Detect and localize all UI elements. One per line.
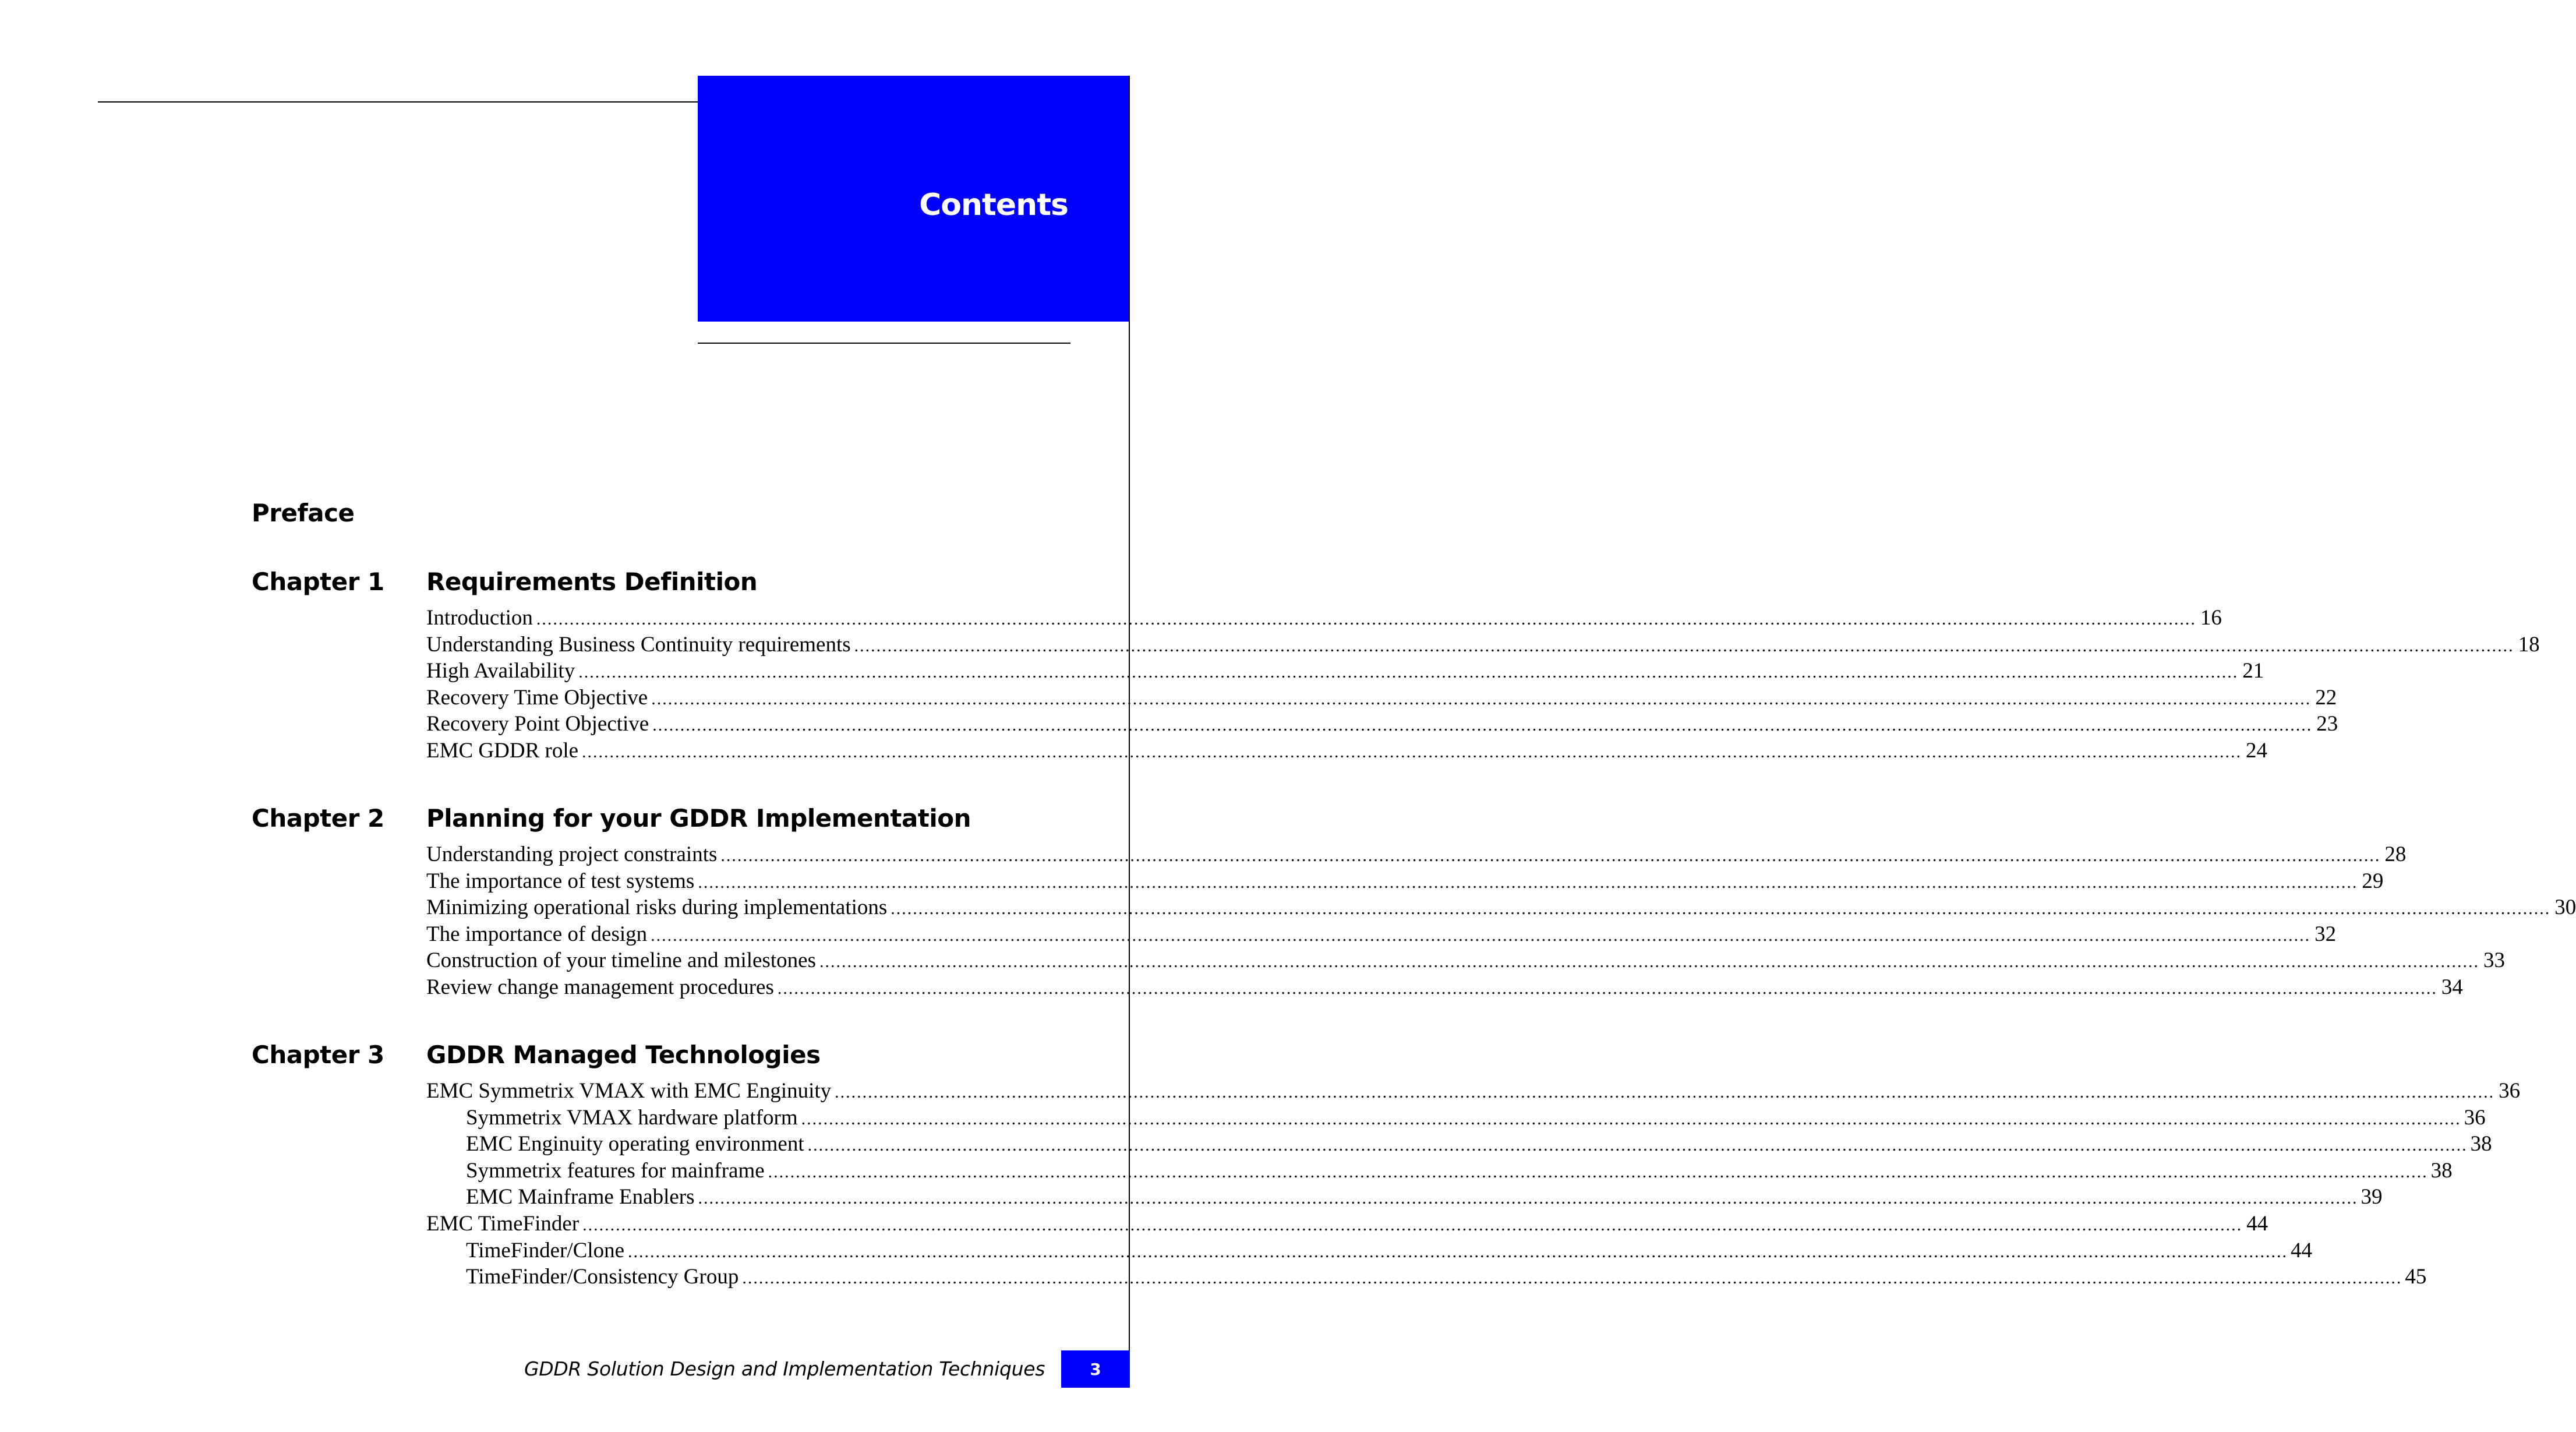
leader-dots: ............................................................................................................................................................................................................................................................................................................ — [536, 609, 2196, 629]
toc-entry-page: 24 — [2246, 738, 2268, 763]
footer-book-title: GDDR Solution Design and Implementation Techniques — [524, 1357, 1045, 1380]
toc-entry-text: EMC TimeFinder — [426, 1211, 579, 1236]
toc-entry-page: 44 — [2291, 1238, 2313, 1262]
toc-subentry[interactable] — [426, 1184, 2383, 1211]
page-number-badge: 3 — [1061, 1350, 1130, 1388]
toc-entry-text: Minimizing operational risks during implementations — [426, 895, 888, 920]
toc-entry-page: 23 — [2316, 712, 2338, 736]
toc-entry-page: 36 — [2499, 1079, 2521, 1103]
toc-entry-page: 22 — [2315, 685, 2337, 710]
toc-entry-text: Understanding Business Continuity requirements — [426, 632, 851, 657]
toc-entry-text: TimeFinder/Clone — [466, 1238, 625, 1262]
toc-entry-page: 32 — [2314, 922, 2337, 946]
toc-entry-text: The importance of design — [426, 922, 648, 946]
toc-entry-page: 16 — [2200, 606, 2222, 630]
leader-dots: ............................................................................................................................................................................................................................................................................................................ — [742, 1268, 2402, 1288]
toc-entry[interactable] — [426, 894, 2576, 921]
header-underline — [698, 343, 1070, 344]
chapter-title[interactable]: GDDR Managed Technologies — [426, 1041, 821, 1069]
toc-entry-text: Introduction — [426, 606, 533, 630]
toc-entry-text: Symmetrix features for mainframe — [466, 1158, 765, 1183]
chapter-title[interactable]: Requirements Definition — [426, 567, 758, 596]
leader-dots: ............................................................................................................................................................................................................................................................................................................ — [698, 1188, 2358, 1208]
toc-entry-page: 28 — [2384, 842, 2407, 866]
toc-entry[interactable] — [426, 658, 2264, 685]
toc-entry[interactable] — [426, 868, 2384, 895]
toc-subentry[interactable] — [426, 1105, 2486, 1131]
leader-dots: ............................................................................................................................................................................................................................................................................................................ — [652, 715, 2313, 735]
toc-entry-text: EMC Enginuity operating environment — [466, 1132, 804, 1156]
toc-subentry[interactable] — [426, 1131, 2492, 1158]
leader-dots: ............................................................................................................................................................................................................................................................................................................ — [582, 742, 2242, 761]
toc-entry-text: Construction of your timeline and milestones — [426, 948, 816, 973]
toc-subentry[interactable] — [426, 1158, 2453, 1184]
toc-entry-text: TimeFinder/Consistency Group — [466, 1265, 739, 1289]
toc-entry[interactable] — [426, 974, 2463, 1001]
leader-dots: ............................................................................................................................................................................................................................................................................................................ — [777, 978, 2437, 998]
leader-dots: ............................................................................................................................................................................................................................................................................................................ — [854, 636, 2514, 655]
toc-entry-text: EMC GDDR role — [426, 738, 579, 763]
toc-entry-text: Review change management procedures — [426, 975, 774, 999]
toc-entry-page: 21 — [2242, 659, 2264, 683]
toc-entries — [426, 841, 2576, 1001]
toc-entry-text: The importance of test systems — [426, 869, 695, 893]
toc-entry-page: 33 — [2483, 948, 2505, 973]
toc-entry-text: Understanding project constraints — [426, 842, 718, 866]
toc-entry-page: 39 — [2361, 1185, 2383, 1209]
leader-dots: ............................................................................................................................................................................................................................................................................................................ — [578, 662, 2239, 682]
toc-entry-text: Symmetrix VMAX hardware platform — [466, 1105, 798, 1130]
toc-entry[interactable] — [426, 711, 2338, 738]
chapter-label: Chapter 1 — [252, 567, 384, 596]
toc-entry-page: 34 — [2441, 975, 2463, 999]
toc-entry-page: 44 — [2246, 1211, 2268, 1236]
leader-dots: ............................................................................................................................................................................................................................................................................................................ — [768, 1162, 2428, 1181]
toc-entry-page: 38 — [2470, 1132, 2492, 1156]
leader-dots: ............................................................................................................................................................................................................................................................................................................ — [819, 952, 2479, 972]
toc-entry[interactable] — [426, 632, 2540, 658]
leader-dots: ............................................................................................................................................................................................................................................................................................................ — [582, 1215, 2243, 1235]
leader-dots: ............................................................................................................................................................................................................................................................................................................ — [891, 899, 2551, 919]
leader-dots: ............................................................................................................................................................................................................................................................................................................ — [628, 1241, 2288, 1261]
toc-entry-text: Recovery Time Objective — [426, 685, 648, 710]
toc-entry[interactable] — [426, 738, 2268, 764]
toc-entry-text: High Availability — [426, 659, 575, 683]
toc-entries — [426, 1078, 2521, 1290]
toc-entry-page: 38 — [2430, 1158, 2453, 1183]
toc-entry[interactable] — [426, 1211, 2268, 1237]
leader-dots: ............................................................................................................................................................................................................................................................................................................ — [698, 872, 2358, 892]
toc-entry[interactable] — [426, 921, 2337, 948]
toc-entry-text: EMC Mainframe Enablers — [466, 1185, 695, 1209]
leader-dots: ............................................................................................................................................................................................................................................................................................................ — [651, 925, 2311, 945]
toc-entry[interactable] — [426, 685, 2337, 711]
toc-entry-page: 29 — [2362, 869, 2384, 893]
leader-dots: ............................................................................................................................................................................................................................................................................................................ — [651, 689, 2312, 708]
leader-dots: ............................................................................................................................................................................................................................................................................................................ — [835, 1082, 2495, 1102]
toc-entry[interactable] — [426, 605, 2222, 632]
page-title: Contents — [919, 188, 1068, 223]
toc-entry-text: Recovery Point Objective — [426, 712, 649, 736]
toc-entry[interactable] — [426, 1078, 2521, 1105]
toc-subentry[interactable] — [426, 1264, 2427, 1290]
leader-dots: ............................................................................................................................................................................................................................................................................................................ — [807, 1135, 2468, 1155]
toc-subentry[interactable] — [426, 1237, 2313, 1264]
toc-entry-page: 30 — [2554, 895, 2576, 920]
toc-preface[interactable]: Preface — [252, 499, 355, 527]
chapter-title[interactable]: Planning for your GDDR Implementation — [426, 804, 971, 833]
toc-entry-text: EMC Symmetrix VMAX with EMC Enginuity — [426, 1079, 832, 1103]
toc-entry[interactable] — [426, 841, 2407, 868]
leader-dots: ............................................................................................................................................................................................................................................................................................................ — [801, 1109, 2461, 1128]
leader-dots: ............................................................................................................................................................................................................................................................................................................ — [720, 846, 2381, 865]
toc-entries — [426, 605, 2540, 764]
toc-entry[interactable] — [426, 947, 2505, 974]
toc-entry-page: 18 — [2518, 632, 2540, 657]
toc-entry-page: 36 — [2464, 1105, 2486, 1130]
toc-entry-page: 45 — [2405, 1265, 2427, 1289]
chapter-label: Chapter 2 — [252, 804, 384, 833]
chapter-label: Chapter 3 — [252, 1041, 384, 1069]
